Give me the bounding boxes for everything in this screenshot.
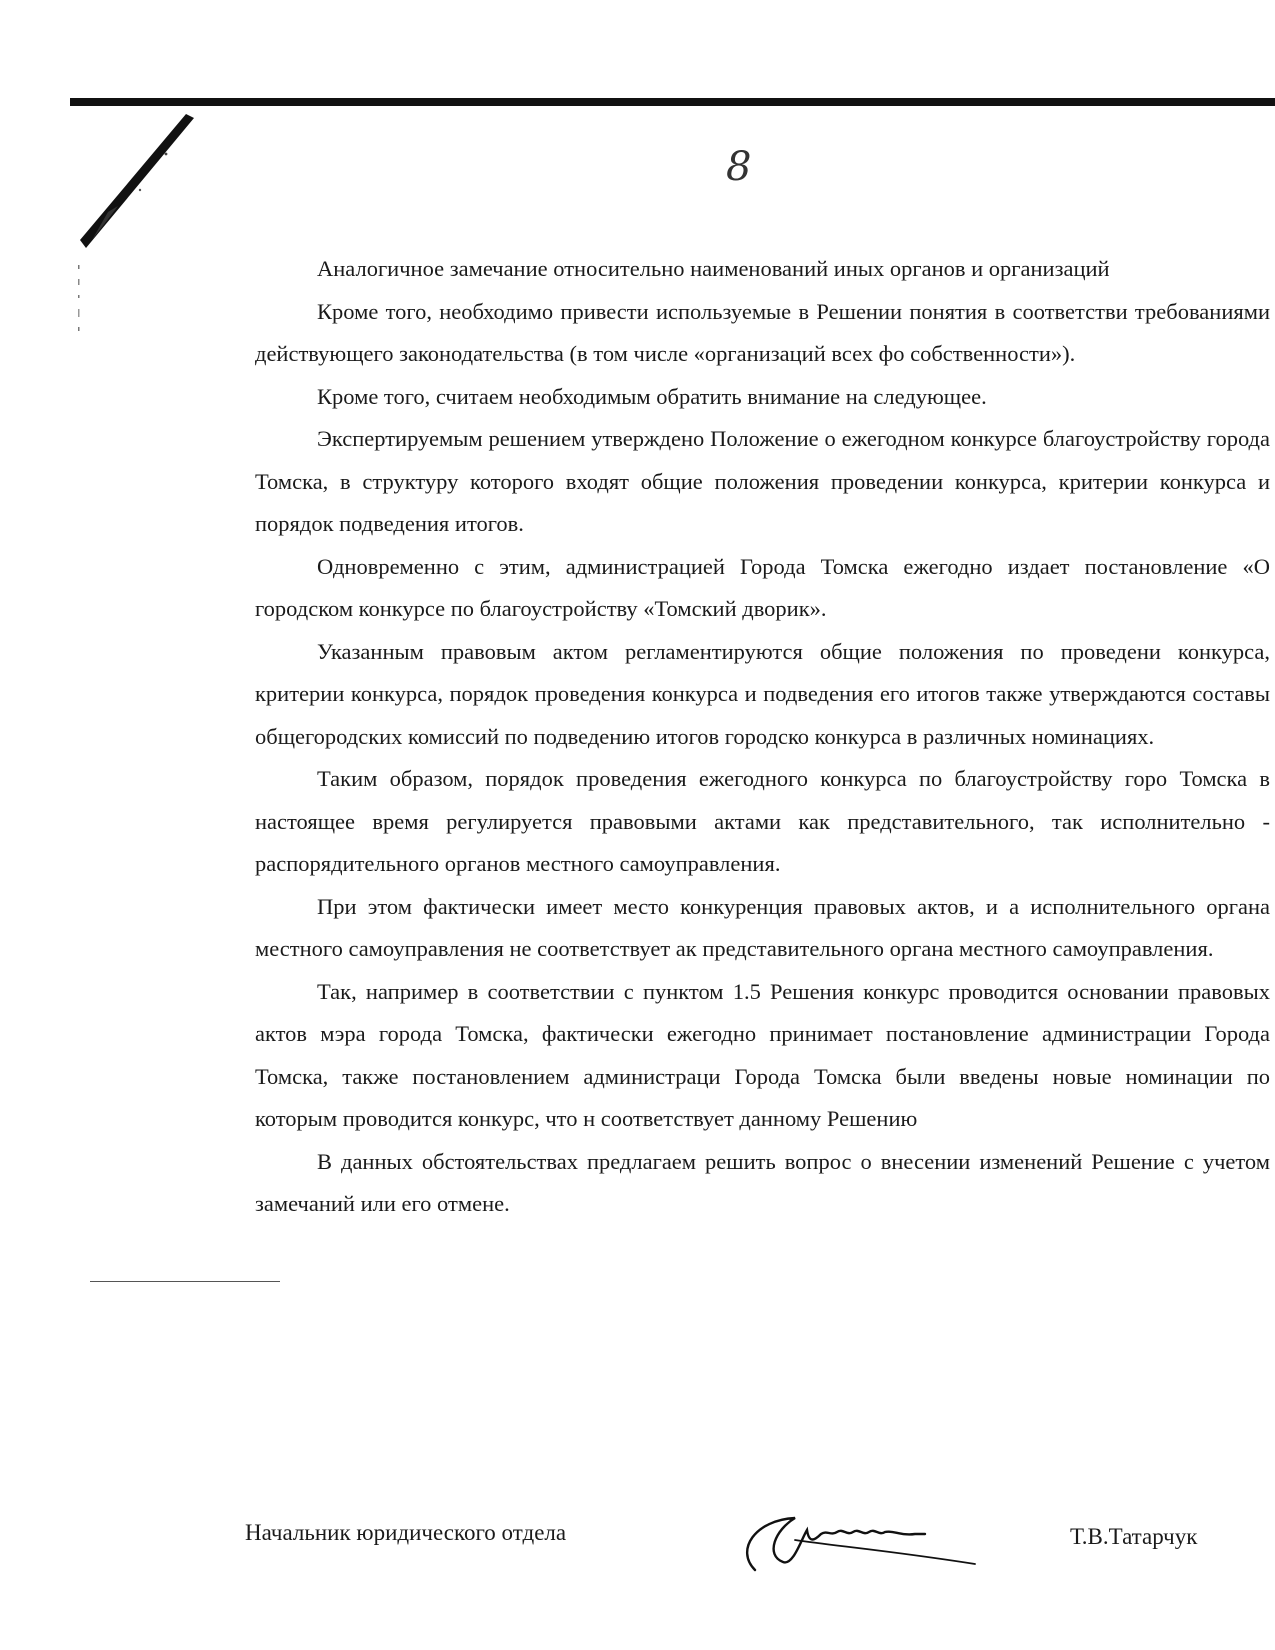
paragraph: Экспертируемым решением утверждено Положение о ежегодном конкурсе благоустройству города Томска, в структуру которого входят общие положения проведении конкурса, критерии конкурса и порядок подведения итогов. bbox=[255, 426, 1270, 536]
document-body bbox=[255, 248, 1270, 1226]
paragraph: Аналогичное замечание относительно наименований иных органов и организаций bbox=[317, 256, 1110, 281]
top-rule bbox=[70, 98, 1275, 106]
scan-artifact-dots bbox=[76, 265, 82, 345]
paragraph: Кроме того, считаем необходимым обратить внимание на следующее. bbox=[317, 383, 987, 409]
scan-artifact-slash bbox=[78, 112, 198, 252]
page-number-text: 8 bbox=[726, 144, 752, 190]
paragraph: Так, например в соответствии с пунктом 1.5 Решения конкурс проводится основании правовых актов мэра города Томска, фактически ежегодно принимает постановление администрации Города Томска, также постановлением администраци Города Томска были введены новые номинации по которым проводится конкурс, что н соответствует данному Решению bbox=[255, 978, 1270, 1131]
paragraph: При этом фактически имеет место конкуренция правовых актов, и а исполнительного органа местного самоуправления не соответствует ак представительного органа местного самоуправления. bbox=[255, 893, 1270, 961]
page-number bbox=[712, 140, 772, 200]
paragraph: Указанным правовым актом регламентируются общие положения по проведени конкурса, критерии конкурса, порядок проведения конкурса и подведения его итогов также утверждаются составы общегородских комиссий по подведению итогов городско конкурса в различных номинациях. bbox=[255, 638, 1270, 749]
signatory-title: Начальник юридического отдела bbox=[245, 1520, 567, 1545]
paragraph: Одновременно с этим, администрацией Города Томска ежегодно издает постановление «О городском конкурсе по благоустройству «Томский дворик». bbox=[255, 553, 1270, 621]
handwritten-signature bbox=[735, 1500, 995, 1580]
paragraph: В данных обстоятельствах предлагаем решить вопрос о внесении изменений Решение с учетом замечаний или его отмене. bbox=[255, 1148, 1270, 1216]
scan-artifact-line bbox=[90, 1281, 280, 1282]
signatory-name: Т.В.Татарчук bbox=[1070, 1524, 1198, 1549]
signature-block bbox=[245, 1500, 1275, 1580]
paragraph: Кроме того, необходимо привести используемые в Решении понятия в соответстви требованиями действующего законодательства (в том числе «организаций всех фо собственности»). bbox=[255, 298, 1270, 366]
paragraph: Таким образом, порядок проведения ежегодного конкурса по благоустройству горо Томска в настоящее время регулируется правовыми актами как представительного, так исполнительно - распорядительного органов местного самоуправления. bbox=[255, 766, 1270, 876]
